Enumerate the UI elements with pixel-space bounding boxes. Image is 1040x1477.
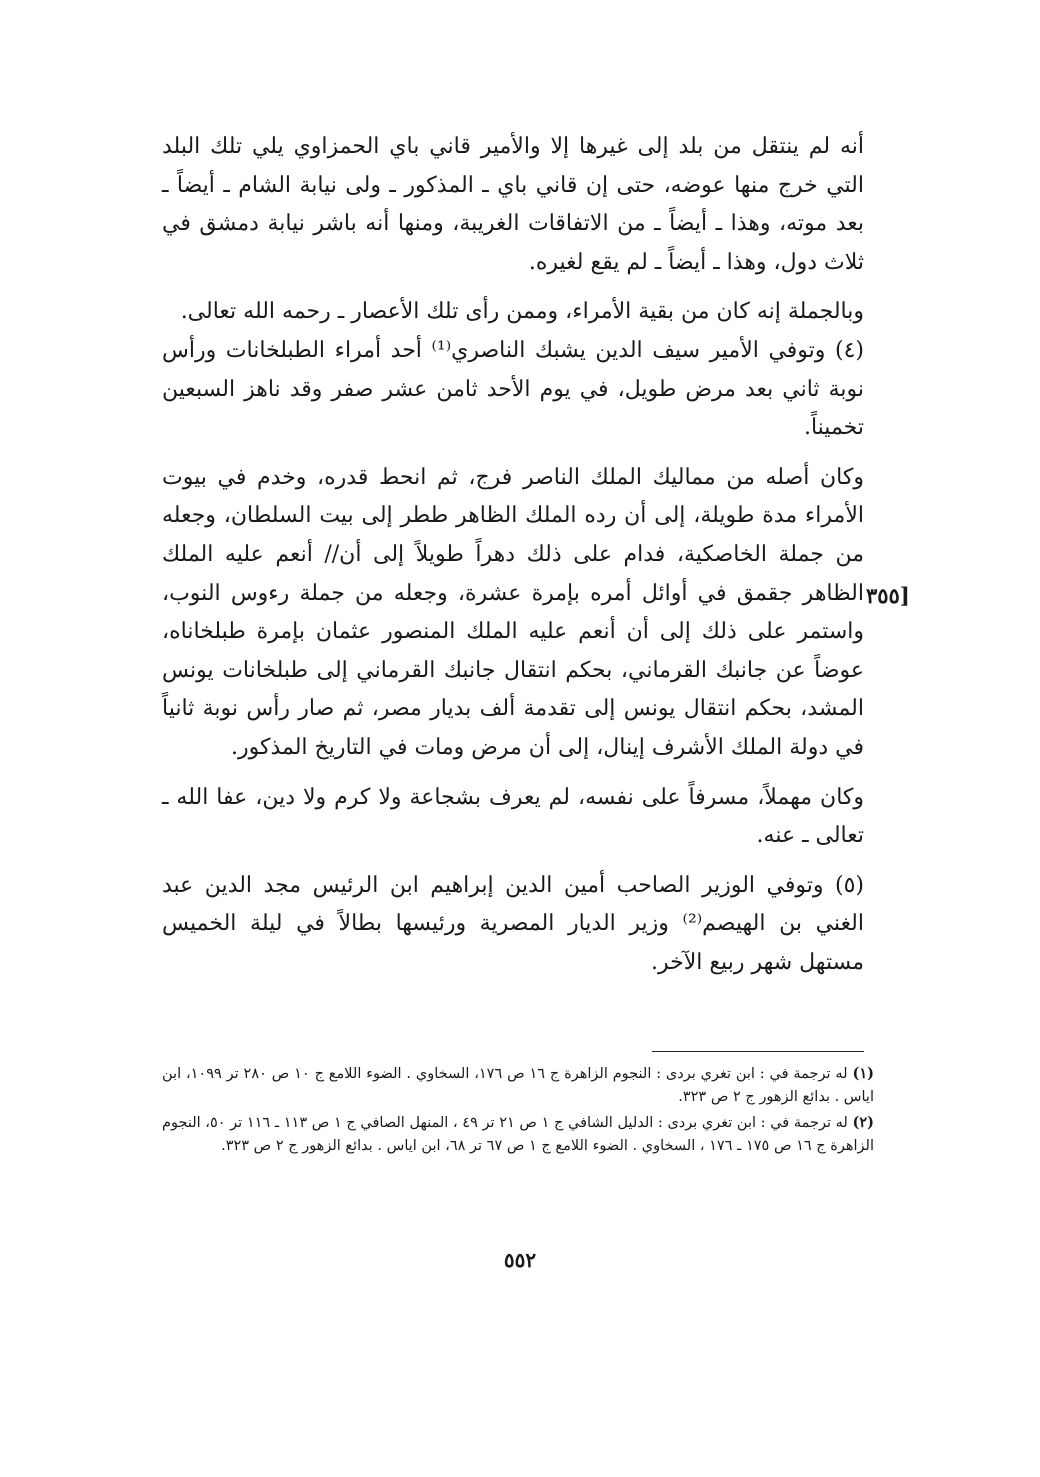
footnote-label: (١) bbox=[852, 1065, 875, 1082]
footnote bbox=[162, 1062, 874, 1109]
paragraph: وكان أصله من مماليك الملك الناصر فرج، ثم انحط قدره، وخدم في بيوت الأمراء مدة طويلة، إلى أن رده الملك الظاهر ططر إلى بيت السلطان، وجعله من جملة الخاصكية، فدام على ذلك دهراً طويلاً إلى أن// أنعم عليه الملك الظاهر جقمق في أوائل أمره بإمرة عشرة، وجعله من جملة رءوس النوب، واستمر على ذلك إلى أن أنعم عليه الملك المنصور عثمان بإمرة طبلخاناه، عوضاً عن جانبك القرماني، بحكم انتقال جانبك القرماني إلى طبلخانات يونس المشد، بحكم انتقال يونس إلى تقدمة ألف بديار مصر، ثم صار رأس نوبة ثانياً في دولة الملك الأشرف إينال، إلى أن مرض ومات في التاريخ المذكور. bbox=[162, 464, 864, 760]
footnotes bbox=[162, 1062, 874, 1160]
footnote-label: (٢) bbox=[852, 1114, 875, 1131]
footnote-text: له ترجمة في : ابن تغري بردى : الدليل الشافي ج ١ ص ٢١ تر ٤٩ ، المنهل الصافي ج ١ ص ١١٣ ـ ١١٦ تر ٥٠، النجوم الزاهرة ج ١٦ ص ١٧٥ ـ ١٧٦ ، السخاوي . الضوء اللامع ج ١ ص ٦٧ تر ٦٨، ابن اياس . بدائع الزهور ج ٢ ص ٣٢٣. bbox=[162, 1115, 874, 1154]
page-number: ٥٥٢ bbox=[503, 1248, 537, 1272]
manuscript-folio-marker: [٣٥٥ bbox=[866, 583, 910, 608]
paragraph: (٥) وتوفي الوزير الصاحب أمين الدين إبراهيم ابن الرئيس مجد الدين عبد الغني بن الهيصم⁽²⁾ وزير الديار المصرية ورئيسها بطالاً في ليلة الخميس مستهل شهر ربيع الآخر. bbox=[162, 872, 864, 975]
paragraph: وبالجملة إنه كان من بقية الأمراء، وممن رأى تلك الأعصار ـ رحمه الله تعالى. bbox=[180, 299, 864, 325]
paragraph: (٤) وتوفي الأمير سيف الدين يشبك الناصري⁽¹⁾ أحد أمراء الطبلخانات ورأس نوبة ثاني بعد مرض طويل، في يوم الأحد ثامن عشر صفر وقد ناهز السبعين تخميناً. bbox=[162, 337, 865, 441]
footnote bbox=[162, 1111, 874, 1158]
paragraph: أنه لم ينتقل من بلد إلى غيرها إلا والأمير قاني باي الحمزاوي يلي تلك البلد التي خرج منها عوضه، حتى إن قاني باي ـ المذكور ـ ولى نيابة الشام ـ أيضاً ـ بعد موته، وهذا ـ أيضاً ـ من الاتفاقات الغريبة، ومنها أنه باشر نيابة دمشق في ثلاث دول، وهذا ـ أيضاً ـ لم يقع لغيره. bbox=[162, 134, 864, 275]
footnote-separator bbox=[652, 1051, 864, 1052]
main-text bbox=[162, 128, 864, 982]
footnote-text: له ترجمة في : ابن تغري بردى : النجوم الزاهرة ج ١٦ ص ١٧٦، السخاوي . الضوء اللامع ج ١٠ ص ٢٨٠ تر ١٠٩٩، ابن اياس . بدائع الزهور ج ٢ ص ٣٢٣. bbox=[162, 1066, 874, 1105]
paragraph: وكان مهملاً، مسرفاً على نفسه، لم يعرف بشجاعة ولا كرم ولا دين، عفا الله ـ تعالى ـ عنه. bbox=[162, 784, 864, 849]
